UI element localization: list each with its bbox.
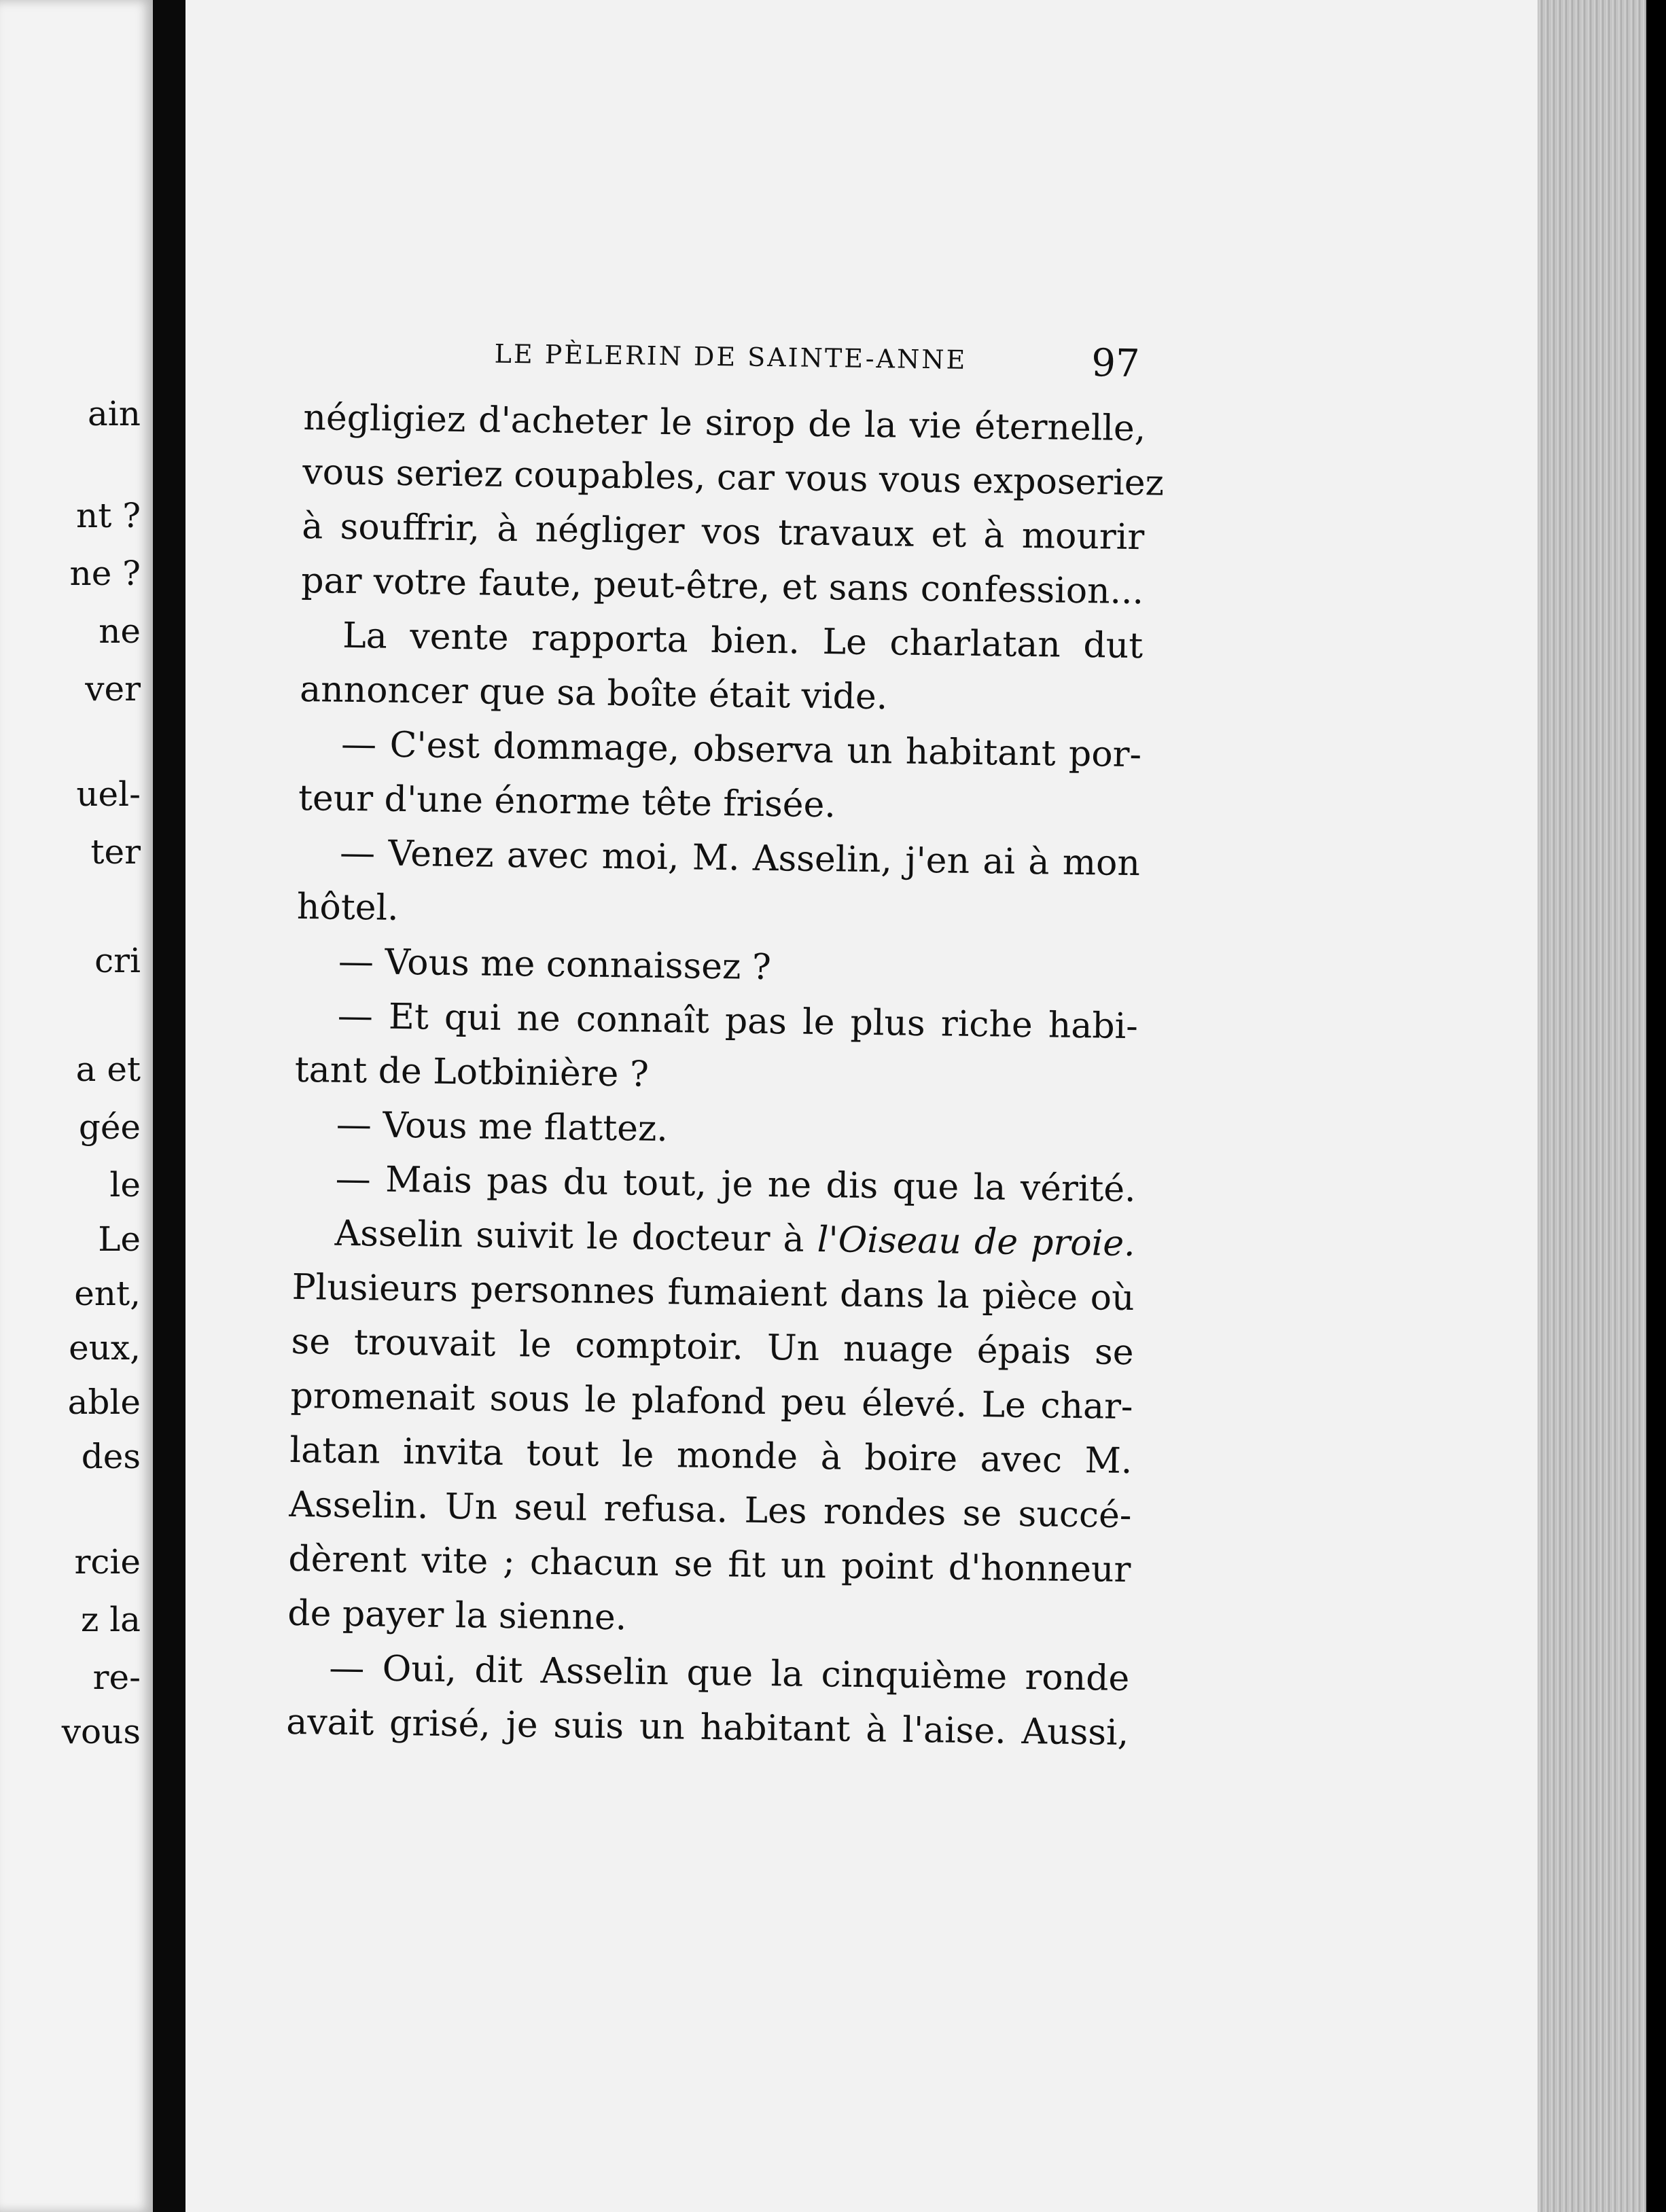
left-fragment: ter xyxy=(90,832,141,872)
text-line: — Et qui ne connaît pas le plus riche habi- xyxy=(337,995,1139,1048)
left-fragment: vous xyxy=(61,1712,141,1751)
left-fragment: ent, xyxy=(74,1274,141,1313)
text-line: vous seriez coupables, car vous vous exposeriez xyxy=(302,451,1165,504)
page-number: 97 xyxy=(1091,341,1140,387)
left-fragment: rcie xyxy=(74,1542,141,1582)
running-head xyxy=(304,336,1147,402)
left-fragment: able xyxy=(67,1382,141,1422)
text-line: dèrent vite ; chacun se fit un point d'honneur xyxy=(288,1538,1131,1591)
book-gutter xyxy=(153,0,185,2212)
left-facing-page xyxy=(0,0,153,2212)
text-line: se trouvait le comptoir. Un nuage épais se xyxy=(291,1321,1134,1374)
text-line: promenait sous le plafond peu élevé. Le char- xyxy=(290,1375,1133,1428)
scan-border xyxy=(1646,0,1666,2212)
italic-title: l'Oiseau de proie. xyxy=(817,1219,1136,1265)
text-line: Plusieurs personnes fumaient dans la pièce où xyxy=(291,1266,1135,1319)
left-fragment: Le xyxy=(98,1219,141,1259)
text-line: — Vous me connaissez ? xyxy=(338,941,772,988)
text-line: teur d'une énorme tête frisée. xyxy=(298,777,836,826)
text-line: hôtel. xyxy=(296,886,400,929)
text-line: La vente rapporta bien. Le charlatan dut xyxy=(342,615,1144,667)
left-fragment: re- xyxy=(92,1658,141,1697)
left-fragment: gée xyxy=(78,1107,141,1147)
text-line: — Venez avec moi, M. Asselin, j'en ai à mon xyxy=(339,832,1141,885)
text-line: annoncer que sa boîte était vide. xyxy=(299,668,888,718)
left-fragment: uel- xyxy=(76,774,141,814)
text-line: — Mais pas du tout, je ne dis que la vérité. xyxy=(335,1158,1137,1211)
left-fragment: cri xyxy=(94,941,141,980)
text-line: — Vous me flattez. xyxy=(336,1104,669,1150)
text-line: par votre faute, peut-être, et sans confession... xyxy=(300,560,1144,613)
left-fragment: le xyxy=(109,1165,141,1205)
text-line: avait grisé, je suis un habitant à l'aise. Aussi, xyxy=(285,1701,1129,1754)
left-fragment: eux, xyxy=(69,1328,141,1368)
left-fragment: des xyxy=(81,1437,141,1476)
running-head-title: LE PÈLERIN DE SAINTE-ANNE xyxy=(494,338,968,375)
text-line: à souffrir, à négliger vos travaux et à mourir xyxy=(301,505,1145,558)
text-line: Asselin. Un seul refusa. Les rondes se succé- xyxy=(289,1484,1132,1537)
text-line: — Oui, dit Asselin que la cinquième ronde xyxy=(328,1647,1130,1700)
text-line: de payer la sienne. xyxy=(287,1592,627,1639)
text-line: — C'est dommage, observa un habitant por- xyxy=(340,724,1142,776)
left-fragment: ne ? xyxy=(69,554,141,593)
text-segment: Asselin suivit le docteur à xyxy=(334,1213,804,1260)
left-fragment: ver xyxy=(85,669,141,709)
text-line: tant de Lotbinière ? xyxy=(294,1049,650,1095)
left-fragment: z la xyxy=(80,1600,141,1639)
text-line: négligiez d'acheter le sirop de la vie éternelle, xyxy=(303,397,1146,450)
left-fragment: ne xyxy=(99,611,141,651)
page-text-block xyxy=(285,336,1165,1760)
left-fragment: ain xyxy=(87,394,141,433)
text-line: latan invita tout le monde à boire avec M. xyxy=(289,1429,1133,1482)
left-fragment: a et xyxy=(75,1050,141,1089)
page-edges xyxy=(1538,0,1646,2212)
left-fragment: nt ? xyxy=(76,496,141,535)
